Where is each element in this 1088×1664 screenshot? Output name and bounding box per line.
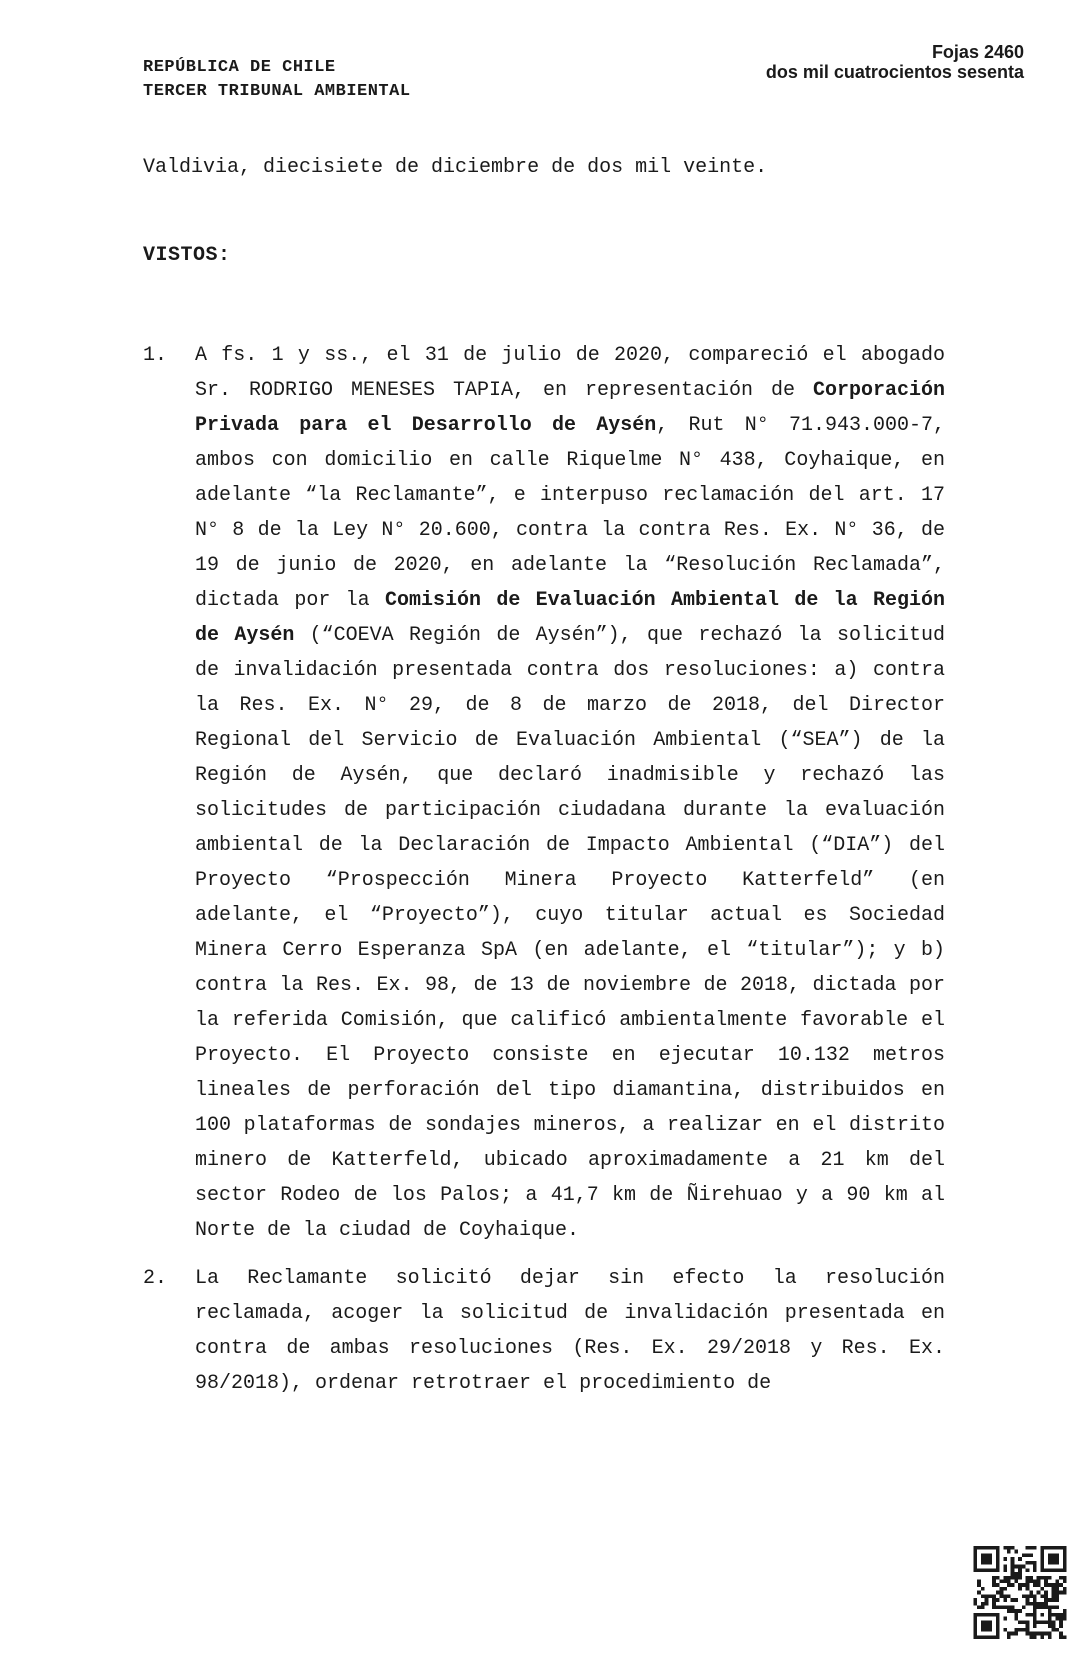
vistos-list bbox=[143, 338, 945, 1414]
section-heading-vistos: VISTOS: bbox=[143, 244, 231, 267]
tribunal-letterhead bbox=[143, 56, 411, 104]
paragraph-number: 1. bbox=[143, 344, 168, 367]
letterhead-line-2: TERCER TRIBUNAL AMBIENTAL bbox=[143, 82, 411, 101]
paragraph-text: La Reclamante solicitó dejar sin efecto la resolución reclamada, acoger la solicitud de invalidación presentada en contra de ambas resoluciones (Res. Ex. 29/2018 y Res. Ex. 98/2018), ordenar retrotraer el procedimiento de bbox=[195, 1267, 945, 1395]
dateline: Valdivia, diecisiete de diciembre de dos mil veinte. bbox=[143, 156, 768, 179]
fojas-number: Fojas 2460 bbox=[931, 42, 1024, 62]
list-item bbox=[143, 338, 945, 1248]
paragraph-text: A fs. 1 y ss., el 31 de julio de 2020, compareció el abogado Sr. RODRIGO MENESES TAPIA, en representación de Corporación Privada para el Desarrollo de Aysén, Rut N° 71.943.000-7, ambos con domicilio en calle Riquelme N° 438, Coyhaique, en adelante “la Reclamante”, e interpuso reclamación del art. 17 N° 8 de la Ley N° 20.600, contra la contra Res. Ex. N° 36, de 19 de junio de 2020, en adelante la “Resolución Reclamada”, dictada por la Comisión de Evaluación Ambiental de la Región de Aysén (“COEVA Región de Aysén”), que rechazó la solicitud de invalidación presentada contra dos resoluciones: a) contra la Res. Ex. N° 29, de 8 de marzo de 2018, del Director Regional del Servicio de Evaluación Ambiental (“SEA”) de la Región de Aysén, que declaró inadmisible y rechazó las solicitudes de participación ciudadana durante la evaluación ambiental de la Declaración de Impacto Ambiental (“DIA”) del Proyecto “Prospección Minera Proyecto Katterfeld” (en adelante, el “Proyecto”), cuyo titular actual es Sociedad Minera Cerro Esperanza SpA (en adelante, el “titular”); y b) contra la Res. Ex. 98, de 13 de noviembre de 2018, dictada por la referida Comisión, que calificó ambientalmente favorable el Proyecto. El Proyecto consiste en ejecutar 10.132 metros lineales de perforación del tipo diamantina, distribuidos en 100 plataformas de sondajes mineros, a realizar en el distrito minero de Katterfeld, ubicado aproximadamente a 21 km del sector Rodeo de los Palos; a 41,7 km de Ñirehuao y a 90 km al Norte de la ciudad de Coyhaique. bbox=[195, 344, 946, 1242]
fojas-stamp bbox=[766, 42, 1024, 82]
paragraph-number: 2. bbox=[143, 1267, 168, 1290]
letterhead-line-1: REPÚBLICA DE CHILE bbox=[143, 58, 336, 77]
fojas-number-words: dos mil cuatrocientos sesenta bbox=[765, 62, 1024, 82]
qr-code-icon bbox=[973, 1546, 1067, 1639]
list-item bbox=[143, 1261, 945, 1401]
